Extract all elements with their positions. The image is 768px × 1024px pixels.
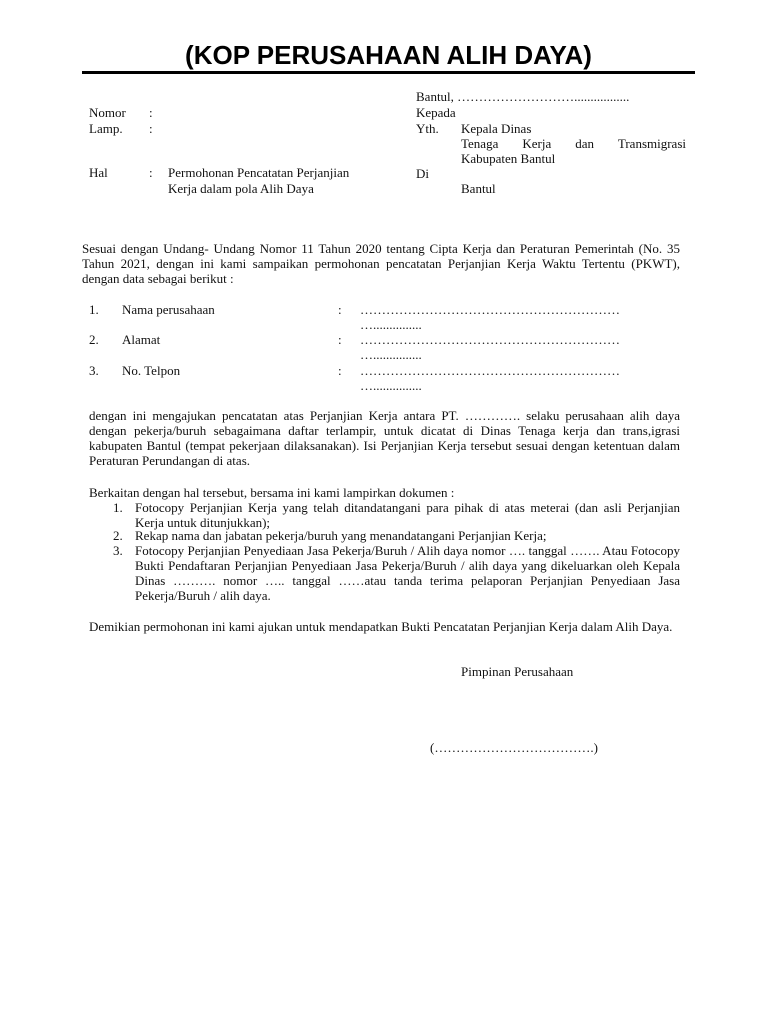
letterhead-rule bbox=[82, 71, 695, 74]
company-name-label: Nama perusahaan bbox=[122, 302, 215, 317]
company-name-dots: …………………………………………………… bbox=[360, 302, 620, 317]
place-date: Bantul, ………………………................. bbox=[416, 89, 630, 104]
field-colon: : bbox=[338, 332, 342, 347]
recipient-line-2: Tenaga Kerja dan Transmigrasi bbox=[461, 136, 686, 151]
phone-label: No. Telpon bbox=[122, 363, 181, 378]
lamp-label: Lamp. bbox=[89, 121, 123, 136]
nomor-colon: : bbox=[149, 105, 153, 120]
hal-line-1: Permohonan Pencatatan Perjanjian bbox=[168, 165, 350, 180]
hal-colon: : bbox=[149, 165, 153, 180]
letterhead-title: (KOP PERUSAHAAN ALIH DAYA) bbox=[185, 40, 592, 70]
nomor-label: Nomor bbox=[89, 105, 126, 120]
recipient-line-3: Kabupaten Bantul bbox=[461, 151, 556, 166]
kepada-label: Kepada bbox=[416, 105, 456, 120]
company-name-dots-cont: …............... bbox=[360, 317, 422, 332]
closing-paragraph: Demikian permohonan ini kami ajukan untuk mendapatkan Bukti Pencatatan Perjanjian Kerja dalam Alih Daya. bbox=[89, 619, 673, 634]
di-label: Di bbox=[416, 166, 429, 181]
field-number: 3. bbox=[89, 363, 99, 378]
signature-title: Pimpinan Perusahaan bbox=[461, 664, 574, 679]
attachment-item: Fotocopy Perjanjian Penyediaan Jasa Pekerja/Buruh / Alih daya nomor …. tanggal ……. Atau Fotocopy Bukti Pendaftaran Perjanjian Penyediaan Jasa Pekerja/Buruh / alih daya yang dikeluarkan oleh Kepala Dinas ………. nomor ….. tanggal ……atau tanda terima pelaporan Perjanjian Penyediaan Jasa Pekerja/Buruh / alih daya. bbox=[135, 543, 680, 603]
hal-line-2: Kerja dalam pola Alih Daya bbox=[168, 181, 314, 196]
phone-dots: …………………………………………………… bbox=[360, 363, 620, 378]
attachments-intro: Berkaitan dengan hal tersebut, bersama ini kami lampirkan dokumen : bbox=[89, 485, 455, 500]
hal-label: Hal bbox=[89, 165, 108, 180]
list-item-number: 1. bbox=[113, 500, 123, 515]
list-item-number: 2. bbox=[113, 528, 123, 543]
address-dots-cont: …............... bbox=[360, 347, 422, 362]
field-number: 1. bbox=[89, 302, 99, 317]
address-dots: …………………………………………………… bbox=[360, 332, 620, 347]
attachment-item: Fotocopy Perjanjian Kerja yang telah ditandatangani para pihak di atas meterai (dan asli Perjanjian Kerja untuk ditunjukkan); bbox=[135, 500, 680, 530]
recipient-city: Bantul bbox=[461, 181, 496, 196]
address-label: Alamat bbox=[122, 332, 161, 347]
recipient-line-1: Kepala Dinas bbox=[461, 121, 532, 136]
field-colon: : bbox=[338, 363, 342, 378]
yth-label: Yth. bbox=[416, 121, 439, 136]
intro-paragraph: Sesuai dengan Undang- Undang Nomor 11 Tahun 2020 tentang Cipta Kerja dan Peraturan Pemerintah (No. 35 Tahun 2021, dengan ini kami sampaikan permohonan pencatatan Perjanjian Kerja Waktu Tertentu (PKWT), dengan data sebagai berikut : bbox=[82, 241, 680, 286]
field-colon: : bbox=[338, 302, 342, 317]
request-paragraph: dengan ini mengajukan pencatatan atas Perjanjian Kerja antara PT. …………. selaku perusahaan alih daya dengan pekerja/buruh sebagaimana daftar terlampir, untuk dicatat di Dinas Tenaga kerja dan trans,igrasi kabupaten Bantul (tempat pekerjaan dilaksanakan). Isi Perjanjian Kerja tersebut sesuai dengan ketentuan dalam Peraturan Perundangan di atas. bbox=[89, 408, 680, 468]
list-item-number: 3. bbox=[113, 543, 123, 558]
phone-dots-cont: …............... bbox=[360, 378, 422, 393]
signature-name-line: (……………………………….) bbox=[430, 740, 598, 755]
lamp-colon: : bbox=[149, 121, 153, 136]
field-number: 2. bbox=[89, 332, 99, 347]
attachment-item: Rekap nama dan jabatan pekerja/buruh yang menandatangani Perjanjian Kerja; bbox=[135, 528, 547, 543]
